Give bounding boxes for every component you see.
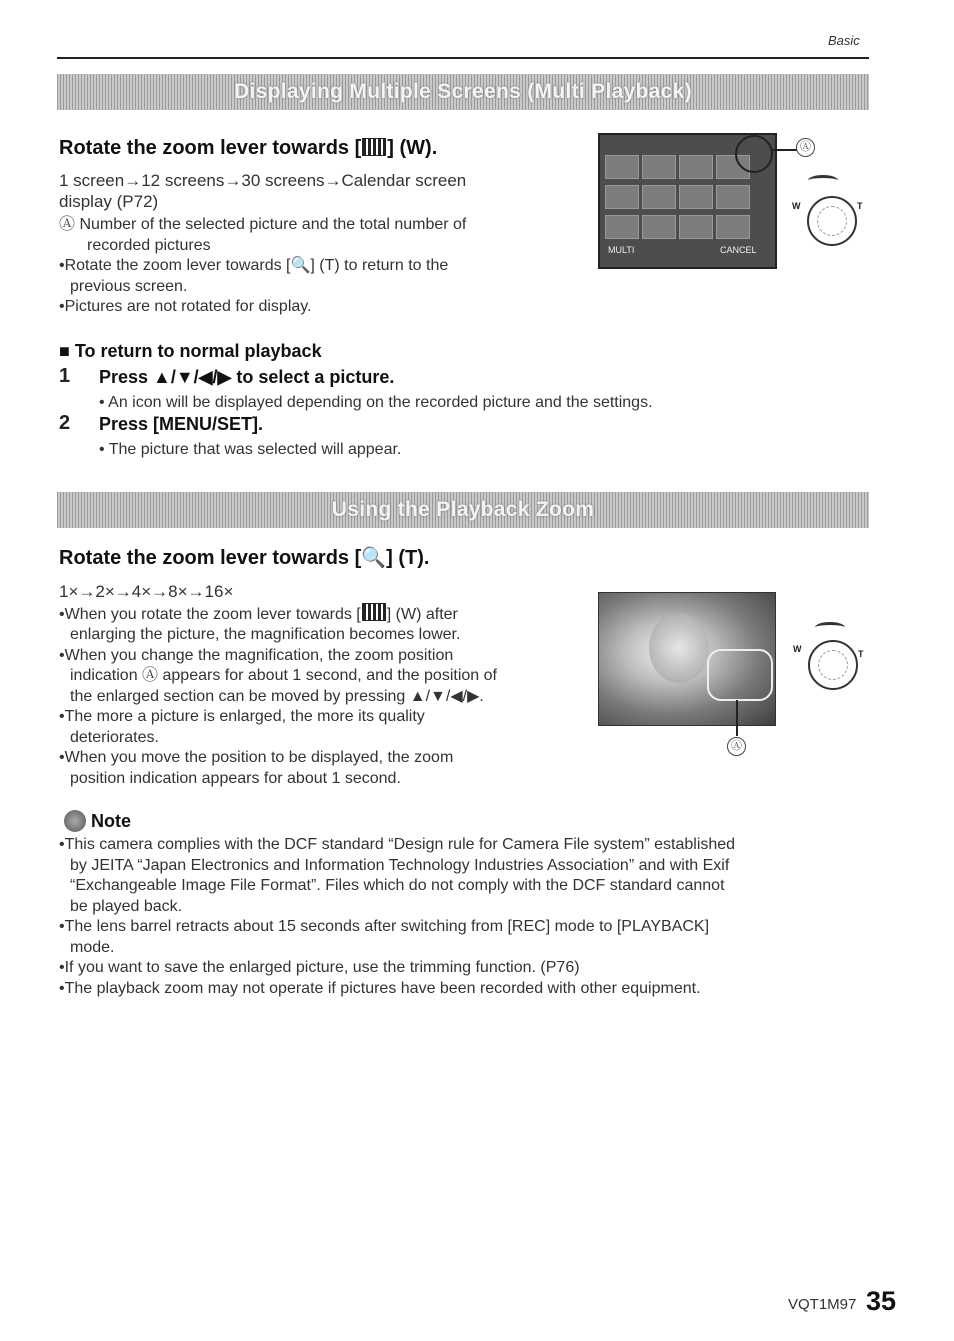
bullet-lower-mag-pre: •When you rotate the zoom lever towards [: [59, 605, 361, 623]
header-rule: [57, 57, 869, 59]
note-icon: [64, 810, 86, 832]
note-other-equipment: •The playback zoom may not operate if pictures have been recorded with other equipment.: [59, 979, 701, 997]
callout-a-label: Ⓐ: [796, 138, 815, 157]
note-title: Note: [91, 811, 131, 831]
note-lens-barrel: •The lens barrel retracts about 15 seconds after switching from [REC] mode to [PLAYBACK]: [59, 918, 710, 935]
section2-heading: Rotate the zoom lever towards [🔍] (T).: [59, 547, 430, 569]
note-body: [59, 835, 879, 999]
picture-number-highlight: [735, 135, 773, 173]
callout-a-text: Number of the selected picture and the total number of: [79, 216, 467, 233]
heading-text-post: ] (W).: [387, 137, 438, 159]
callout-line: [771, 149, 797, 151]
dial-t-label: T: [858, 649, 864, 659]
callout-a-label: Ⓐ: [727, 737, 746, 756]
section-banner-playback-zoom: [57, 492, 869, 528]
screen-mode-label: MULTI: [608, 245, 635, 255]
page-number: 35: [866, 1286, 897, 1316]
rotate-arrow-icon: [815, 622, 845, 633]
bullet-position-indication-cont: indication Ⓐ appears for about 1 second, and the position of: [70, 667, 497, 684]
step-2-number: 2: [59, 412, 71, 434]
section2-body: [59, 582, 589, 789]
screen-cancel-label: CANCEL: [720, 245, 757, 255]
bullet-return-previous: •Rotate the zoom lever towards [🔍] (T) to return to the: [59, 257, 449, 274]
screen-sequence-cont: display (P72): [59, 191, 159, 211]
dial-w-label: W: [792, 201, 801, 211]
return-playback-title: ■ To return to normal playback: [59, 341, 322, 361]
bullet-position-indication: •When you change the magnification, the zoom position: [59, 646, 454, 664]
magnification-sequence: 1×→2×→4×→8×→16×: [59, 582, 234, 601]
dial-t-label: T: [857, 201, 863, 211]
callout-line: [736, 700, 738, 736]
bullet-move-position: •When you move the position to be displayed, the zoom: [59, 749, 454, 766]
note-dcf-cont3: be played back.: [70, 897, 183, 915]
heading-text-pre: Rotate the zoom lever towards [: [59, 137, 362, 159]
rotate-arrow-icon: [808, 175, 838, 186]
bullet-position-indication-cont2: the enlarged section can be moved by pressing ▲/▼/◀/▶.: [70, 687, 484, 705]
zoom-position-indicator: [707, 649, 773, 701]
dial-w-label: W: [793, 644, 802, 654]
wide-zoom-icon: [362, 138, 386, 156]
zoom-lever-dial: [808, 640, 858, 690]
model-code: VQT1M97: [788, 1296, 857, 1313]
note-trimming: •If you want to save the enlarged picture, use the trimming function. (P76): [59, 959, 580, 976]
zoom-lever-dial: [807, 196, 857, 246]
callout-a-marker: Ⓐ: [59, 216, 76, 233]
wide-zoom-icon: [362, 603, 386, 621]
bullet-move-position-cont: position indication appears for about 1 second.: [70, 769, 401, 787]
screen-sequence: 1 screen→12 screens→30 screens→Calendar screen: [59, 171, 467, 190]
bullet-lower-mag-cont: enlarging the picture, the magnification becomes lower.: [70, 626, 461, 643]
zoomed-photo-screen: [598, 592, 776, 726]
note-dcf-cont2: “Exchangeable Image File Format”. Files which do not comply with the DCF standard cannot: [70, 877, 725, 894]
section-label: Basic: [828, 33, 860, 48]
banner-title: Using the Playback Zoom: [331, 498, 595, 521]
bullet-return-previous-cont: previous screen.: [70, 277, 188, 295]
step-1-note: • An icon will be displayed depending on the recorded picture and the settings.: [99, 394, 653, 411]
section1-heading: [59, 137, 437, 160]
bullet-lower-mag-post: ] (W) after: [386, 605, 458, 623]
section-banner-multi-playback: [57, 74, 869, 110]
bullet-not-rotated: •Pictures are not rotated for display.: [59, 298, 312, 315]
step-2-text: Press [MENU/SET].: [99, 414, 264, 434]
step-1-text: Press ▲/▼/◀/▶ to select a picture.: [99, 367, 395, 387]
note-lens-barrel-cont: mode.: [70, 938, 115, 956]
banner-title: Displaying Multiple Screens (Multi Playback): [234, 80, 692, 103]
section1-bullets: [59, 215, 569, 318]
callout-a-text-cont: recorded pictures: [87, 236, 211, 254]
step-2-note: • The picture that was selected will appear.: [99, 441, 402, 458]
step-1-number: 1: [59, 365, 71, 387]
note-dcf: •This camera complies with the DCF standard “Design rule for Camera File system” established: [59, 836, 736, 853]
section1-body: [59, 171, 569, 212]
bullet-quality: •The more a picture is enlarged, the more its quality: [59, 708, 425, 725]
note-dcf-cont: by JEITA “Japan Electronics and Information Technology Industries Association” and with Exif: [70, 856, 730, 874]
bullet-quality-cont: deteriorates.: [70, 728, 159, 746]
